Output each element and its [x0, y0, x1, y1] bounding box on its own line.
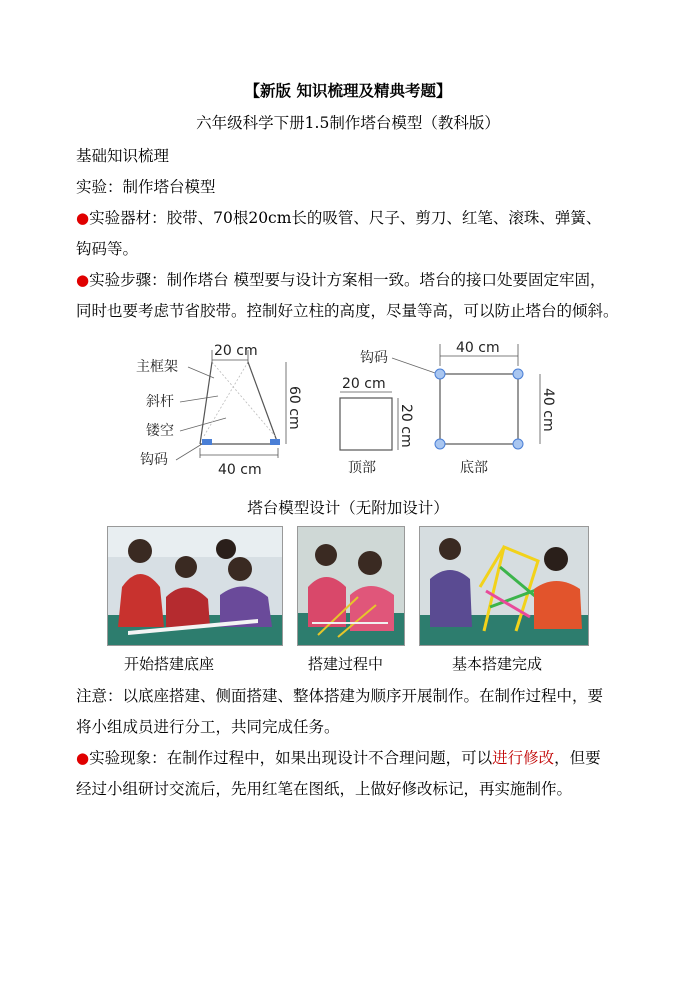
- document-title: 【新版 知识梳理及精典考题】: [244, 81, 452, 100]
- photo-completed: [419, 526, 589, 646]
- phenomenon-text-b: ，但要: [554, 749, 601, 767]
- bullet-icon: ●: [76, 749, 90, 767]
- experiment-title: 实验：制作塔台模型: [76, 178, 216, 196]
- materials-line-2: 钩码等。: [76, 240, 139, 258]
- phenomenon-line-1: [76, 748, 601, 768]
- dim-bottom-width: 40 cm: [218, 462, 262, 478]
- materials-label: 实验器材：: [89, 209, 167, 227]
- photo-start-base: [107, 526, 283, 646]
- dim-base-width: 40 cm: [456, 340, 500, 356]
- bullet-icon: ●: [76, 209, 90, 227]
- caption-start-base: 开始搭建底座: [124, 655, 215, 673]
- steps-line-2: 同时也要考虑节省胶带。控制好立柱的高度，尽量等高，可以防止塔台的倾斜。: [76, 302, 619, 320]
- dim-top-width: 20 cm: [214, 343, 258, 359]
- phenomenon-label: 实验现象：: [89, 749, 167, 767]
- label-base-part: 底部: [460, 460, 488, 476]
- top-part-square: [340, 398, 392, 450]
- document-subtitle: 六年级科学下册1.5制作塔台模型（教科版）: [196, 114, 500, 132]
- dim-top-part-height: 20 cm: [398, 404, 414, 448]
- dim-top-part-width: 20 cm: [342, 376, 386, 392]
- steps-line-1: [76, 270, 606, 290]
- bullet-icon: ●: [76, 271, 90, 289]
- label-main-frame: 主框架: [136, 359, 178, 375]
- materials-line-1: [76, 208, 601, 228]
- caption-completed: 基本搭建完成: [452, 655, 543, 673]
- weight-marker: [270, 439, 280, 445]
- base-corner-weight: [435, 369, 445, 379]
- note-line-1: 注意：以底座搭建、侧面搭建、整体搭建为顺序开展制作。在制作过程中，要: [76, 687, 604, 705]
- materials-text: 胶带、70根20cm长的吸管、尺子、剪刀、红笔、滚珠、弹簧、: [166, 209, 602, 227]
- section-heading: 基础知识梳理: [76, 147, 170, 165]
- tower-design-diagram: [130, 336, 570, 484]
- phenomenon-line-2: 经过小组研讨交流后，先用红笔在图纸，上做好修改标记，再实施制作。: [76, 780, 573, 798]
- weight-marker: [202, 439, 212, 445]
- base-square: [440, 374, 518, 444]
- design-caption: 塔台模型设计（无附加设计）: [247, 499, 449, 517]
- label-diagonal: 斜杆: [146, 394, 174, 410]
- label-weight: 钩码: [140, 452, 168, 468]
- phenomenon-text-a: 在制作过程中，如果出现设计不合理问题，可以: [166, 749, 493, 767]
- steps-text: 制作塔台 模型要与设计方案相一致。塔台的接口处要固定牢固，: [166, 271, 606, 289]
- label-hollow: 镂空: [146, 423, 174, 439]
- label-weight-2: 钩码: [360, 350, 388, 366]
- base-corner-weight: [513, 369, 523, 379]
- caption-building: 搭建过程中: [308, 655, 384, 673]
- label-top-part: 顶部: [348, 460, 376, 476]
- side-frame-shape: [200, 362, 278, 444]
- base-corner-weight: [513, 439, 523, 449]
- note-line-2: 将小组成员进行分工，共同完成任务。: [76, 718, 340, 736]
- phenomenon-highlight: 进行修改: [492, 749, 555, 767]
- photo-building: [297, 526, 405, 646]
- dim-height: 60 cm: [286, 386, 302, 430]
- steps-label: 实验步骤：: [89, 271, 167, 289]
- base-corner-weight: [435, 439, 445, 449]
- dim-base-height: 40 cm: [540, 388, 556, 432]
